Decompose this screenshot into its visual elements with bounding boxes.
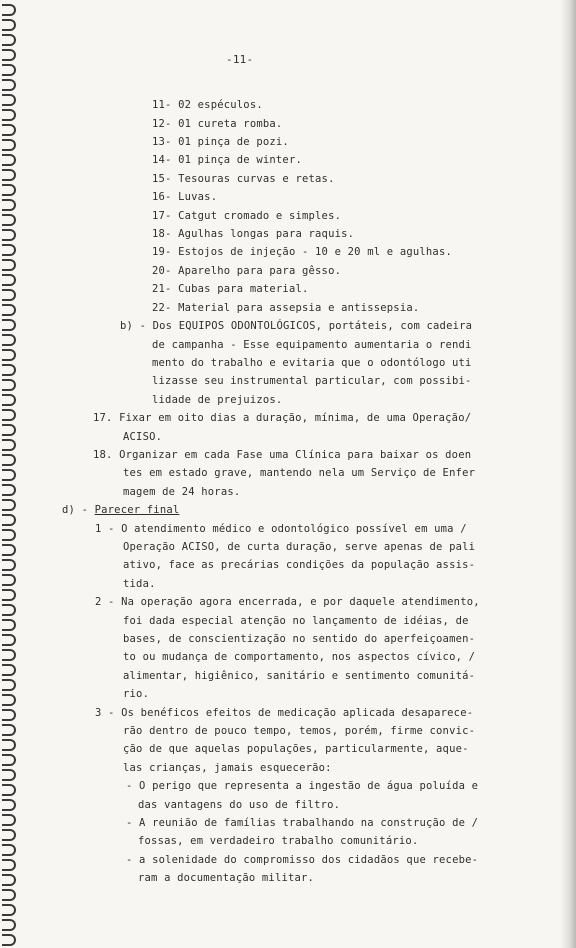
binder-ring-icon: [2, 799, 16, 811]
binder-ring-icon: [2, 484, 16, 496]
binder-ring-icon: [2, 49, 16, 61]
binder-ring-icon: [2, 769, 16, 781]
binder-ring-icon: [2, 379, 16, 391]
item-b-line: mento do trabalho e evitaria que o odontólogo uti: [152, 357, 472, 369]
binder-ring-icon: [2, 319, 16, 331]
binder-ring-icon: [2, 274, 16, 286]
binder-ring-icon: [2, 784, 16, 796]
binder-ring-icon: [2, 904, 16, 916]
binder-ring-icon: [2, 4, 16, 16]
binder-ring-icon: [2, 394, 16, 406]
binder-ring-icon: [2, 739, 16, 751]
parecer-1-line: Operação ACISO, de curta duração, serve apenas de pali: [123, 541, 476, 553]
item-b-line: de campanha - Esse equipamento aumentaria o rendi: [152, 339, 472, 351]
parecer-3-line: rão dentro de pouco tempo, temos, porém, firme convic-: [123, 725, 476, 737]
list-item: 19- Estojos de injeção - 10 e 20 ml e agulhas.: [152, 246, 452, 258]
binder-ring-icon: [2, 529, 16, 541]
binder-ring-icon: [2, 859, 16, 871]
binder-ring-icon: [2, 409, 16, 421]
binder-ring-icon: [2, 844, 16, 856]
list-item: 21- Cubas para material.: [152, 283, 309, 295]
binder-ring-icon: [2, 709, 16, 721]
binder-ring-icon: [2, 334, 16, 346]
bullet-line: fossas, em verdadeiro trabalho comunitário.: [138, 835, 419, 847]
binder-ring-icon: [2, 919, 16, 931]
list-item: 17- Catgut cromado e simples.: [152, 210, 342, 222]
binder-ring-icon: [2, 184, 16, 196]
binder-ring-icon: [2, 304, 16, 316]
list-item: 18- Agulhas longas para raquis.: [152, 228, 355, 240]
section-heading: [62, 503, 179, 517]
binder-ring-icon: [2, 574, 16, 586]
item-18-line: tes em estado grave, mantendo nela um Serviço de Enfer: [123, 467, 476, 479]
list-item: 20- Aparelho para para gêsso.: [152, 265, 342, 277]
page-number: -11-: [226, 53, 254, 66]
binder-ring-icon: [2, 754, 16, 766]
section-title: Parecer final: [94, 504, 180, 516]
binder-ring-icon: [2, 244, 16, 256]
binder-ring-icon: [2, 124, 16, 136]
bullet-line: das vantagens do uso de filtro.: [138, 799, 341, 811]
binder-ring-icon: [2, 94, 16, 106]
item-b-line: lidade de prejuizos.: [152, 394, 283, 406]
binder-ring-icon: [2, 259, 16, 271]
binder-ring-icon: [2, 889, 16, 901]
binder-ring-icon: [2, 619, 16, 631]
binder-ring-icon: [2, 214, 16, 226]
binder-ring-icon: [2, 169, 16, 181]
item-b-line: lizasse seu instrumental particular, com possibi-: [152, 375, 472, 387]
item-17-line: 17. Fixar em oito dias a duração, mínima, de uma Operação/: [93, 412, 472, 424]
parecer-2-line: 2 - Na operação agora encerrada, e por daquele atendimento,: [95, 596, 480, 608]
parecer-2-line: bases, de conscientização no sentido do aperfeiçoamen-: [123, 633, 476, 645]
binder-ring-icon: [2, 679, 16, 691]
parecer-3-line: ção de que aquelas populações, particularmente, aque-: [123, 743, 469, 755]
section-letter: d) -: [62, 504, 95, 516]
binder-ring-icon: [2, 934, 16, 946]
binder-ring-icon: [2, 829, 16, 841]
list-item: 13- 01 pinça de pozi.: [152, 136, 289, 148]
binder-ring-icon: [2, 364, 16, 376]
binder-ring-icon: [2, 634, 16, 646]
binder-ring-icon: [2, 109, 16, 121]
binder-ring-icon: [2, 34, 16, 46]
item-18-line: magem de 24 horas.: [123, 486, 241, 498]
bullet-line: ram a documentação militar.: [138, 872, 315, 884]
parecer-1-line: ativo, face as precárias condições da população assis-: [123, 559, 476, 571]
binder-ring-icon: [2, 19, 16, 31]
bullet-line: - O perigo que representa a ingestão de água poluída e: [126, 780, 479, 792]
binder-ring-icon: [2, 499, 16, 511]
item-17-line: ACISO.: [123, 431, 163, 443]
binder-ring-icon: [2, 64, 16, 76]
parecer-1-line: 1 - O atendimento médico e odontológico possível em uma /: [95, 523, 467, 535]
binder-ring-icon: [2, 664, 16, 676]
binder-ring-icon: [2, 559, 16, 571]
bullet-line: - a solenidade do compromisso dos cidadãos que recebe-: [126, 854, 479, 866]
parecer-2-line: rio.: [123, 688, 150, 700]
binder-ring-icon: [2, 814, 16, 826]
parecer-2-line: to ou mudança de comportamento, nos aspectos cívico, /: [123, 651, 476, 663]
binder-ring-icon: [2, 694, 16, 706]
item-18-line: 18. Organizar em cada Fase uma Clínica para baixar os doen: [93, 449, 472, 461]
parecer-2-line: alimentar, higiênico, sanitário e sentimento comunitá-: [123, 670, 476, 682]
list-item: 12- 01 cureta romba.: [152, 118, 283, 130]
binder-rings: [0, 0, 26, 948]
binder-ring-icon: [2, 154, 16, 166]
binder-ring-icon: [2, 79, 16, 91]
binder-ring-icon: [2, 514, 16, 526]
binder-ring-icon: [2, 724, 16, 736]
list-item: 22- Material para assepsia e antissepsia.: [152, 302, 420, 314]
parecer-1-line: tida.: [123, 578, 156, 590]
binder-ring-icon: [2, 604, 16, 616]
list-item: 16- Luvas.: [152, 191, 218, 203]
list-item: 15- Tesouras curvas e retas.: [152, 173, 335, 185]
parecer-2-line: foi dada especial atenção no lançamento de idéias, de: [123, 615, 469, 627]
binder-ring-icon: [2, 229, 16, 241]
binder-ring-icon: [2, 424, 16, 436]
binder-ring-icon: [2, 544, 16, 556]
page-edge-shadow: [560, 0, 576, 948]
binder-ring-icon: [2, 289, 16, 301]
binder-ring-icon: [2, 469, 16, 481]
list-item: 11- 02 espéculos.: [152, 99, 263, 111]
binder-ring-icon: [2, 589, 16, 601]
binder-ring-icon: [2, 139, 16, 151]
binder-ring-icon: [2, 649, 16, 661]
parecer-3-line: 3 - Os benéficos efeitos de medicação aplicada desaparece-: [95, 707, 474, 719]
item-b-line: b) - Dos EQUIPOS ODONTOLÓGICOS, portáteis, com cadeira: [120, 320, 473, 332]
binder-ring-icon: [2, 349, 16, 361]
binder-ring-icon: [2, 439, 16, 451]
bullet-line: - A reunião de famílias trabalhando na construção de /: [126, 817, 479, 829]
list-item: 14- 01 pinça de winter.: [152, 154, 302, 166]
binder-ring-icon: [2, 454, 16, 466]
parecer-3-line: las crianças, jamais esquecerão:: [123, 762, 332, 774]
binder-ring-icon: [2, 199, 16, 211]
binder-ring-icon: [2, 874, 16, 886]
